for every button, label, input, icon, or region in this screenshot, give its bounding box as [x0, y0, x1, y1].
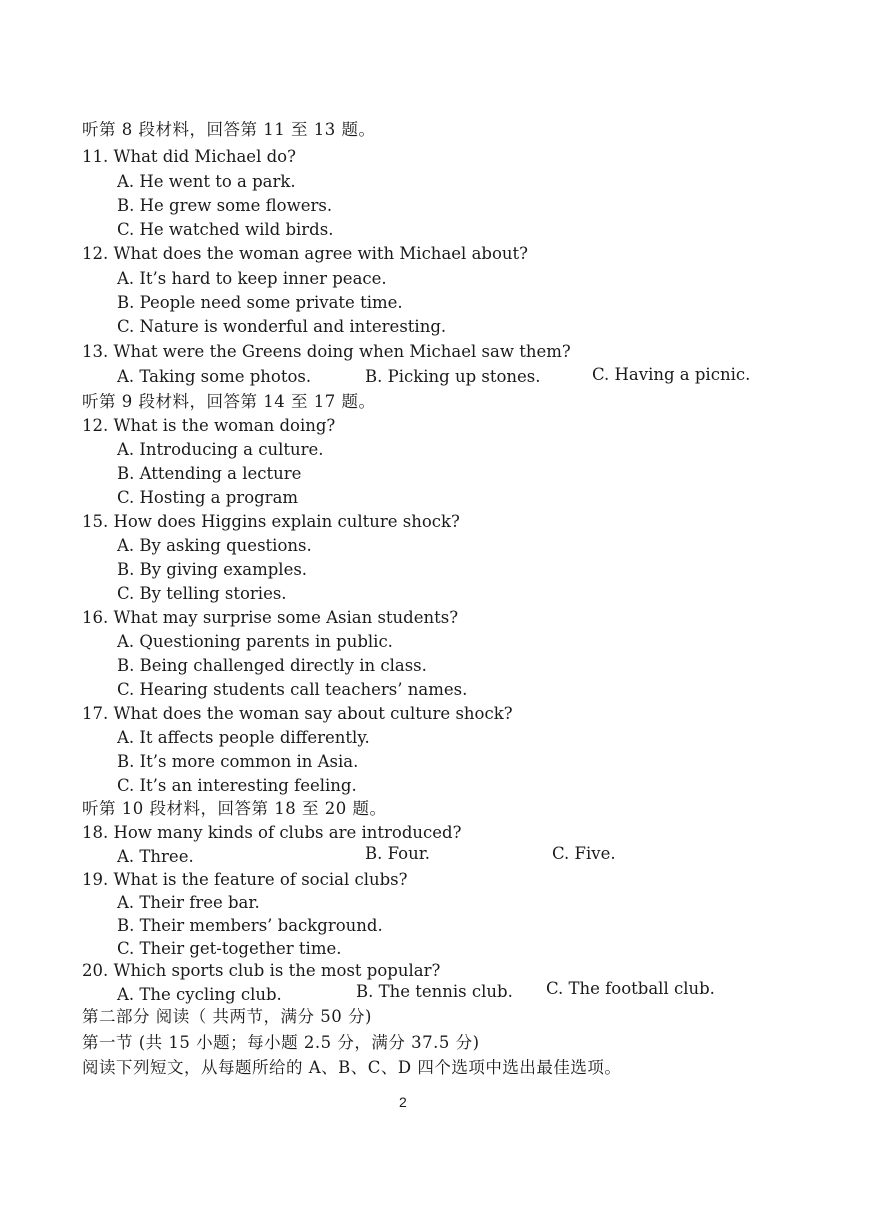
question-11-option-c: C. He watched wild birds. — [117, 220, 334, 239]
question-20-option-c: C. The football club. — [546, 979, 715, 998]
part2-section1-heading: 第一节 (共 15 小题；每小题 2.5 分，满分 37.5 分) — [82, 1033, 480, 1052]
question-17-option-b: B. It’s more common in Asia. — [117, 752, 359, 771]
question-15-option-c: C. By telling stories. — [117, 584, 287, 603]
question-18-stem: 18. How many kinds of clubs are introduced? — [82, 823, 462, 842]
question-14-option-a: A. Introducing a culture. — [117, 440, 324, 459]
question-18-option-a: A. Three. — [117, 847, 194, 866]
question-16-option-c: C. Hearing students call teachers’ names. — [117, 680, 468, 699]
question-20-option-a: A. The cycling club. — [117, 985, 282, 1004]
question-19-option-c: C. Their get-together time. — [117, 939, 342, 958]
question-15-option-b: B. By giving examples. — [117, 560, 308, 579]
question-20-stem: 20. Which sports club is the most popular? — [82, 961, 441, 980]
question-14-option-c: C. Hosting a program — [117, 488, 299, 507]
question-16-stem: 16. What may surprise some Asian students? — [82, 608, 459, 627]
question-19-option-b: B. Their members’ background. — [117, 916, 383, 935]
question-18-option-b: B. Four. — [365, 844, 431, 863]
question-17-option-a: A. It affects people differently. — [117, 728, 370, 747]
section-heading-9: 听第 9 段材料，回答第 14 至 17 题。 — [82, 392, 376, 411]
question-13-stem: 13. What were the Greens doing when Michael saw them? — [82, 342, 571, 361]
question-17-option-c: C. It’s an interesting feeling. — [117, 776, 357, 795]
question-17-stem: 17. What does the woman say about culture shock? — [82, 704, 513, 723]
question-12-stem: 12. What does the woman agree with Michael about? — [82, 244, 528, 263]
question-18-option-c: C. Five. — [552, 844, 616, 863]
question-14-option-b: B. Attending a lecture — [117, 464, 302, 483]
question-11-stem: 11. What did Michael do? — [82, 147, 296, 166]
question-15-stem: 15. How does Higgins explain culture shock? — [82, 512, 460, 531]
page-number: 2 — [399, 1094, 407, 1110]
question-19-option-a: A. Their free bar. — [117, 893, 260, 912]
section-heading-10: 听第 10 段材料，回答第 18 至 20 题。 — [82, 799, 387, 818]
question-16-option-b: B. Being challenged directly in class. — [117, 656, 427, 675]
question-14-stem: 12. What is the woman doing? — [82, 416, 336, 435]
question-20-option-b: B. The tennis club. — [356, 982, 513, 1001]
question-11-option-a: A. He went to a park. — [117, 172, 296, 191]
part2-title: 第二部分 阅读（ 共两节，满分 50 分) — [82, 1007, 372, 1026]
question-13-option-c: C. Having a picnic. — [592, 365, 751, 384]
question-13-option-a: A. Taking some photos. — [117, 367, 312, 386]
part2-instruction: 阅读下列短文，从每题所给的 A、B、C、D 四个选项中选出最佳选项。 — [82, 1058, 622, 1077]
section-heading-8: 听第 8 段材料，回答第 11 至 13 题。 — [82, 120, 376, 139]
question-12-option-b: B. People need some private time. — [117, 293, 403, 312]
question-13-option-b: B. Picking up stones. — [365, 367, 541, 386]
question-15-option-a: A. By asking questions. — [117, 536, 312, 555]
question-16-option-a: A. Questioning parents in public. — [117, 632, 393, 651]
question-11-option-b: B. He grew some flowers. — [117, 196, 333, 215]
question-12-option-a: A. It’s hard to keep inner peace. — [117, 269, 387, 288]
question-12-option-c: C. Nature is wonderful and interesting. — [117, 317, 447, 336]
question-19-stem: 19. What is the feature of social clubs? — [82, 870, 408, 889]
